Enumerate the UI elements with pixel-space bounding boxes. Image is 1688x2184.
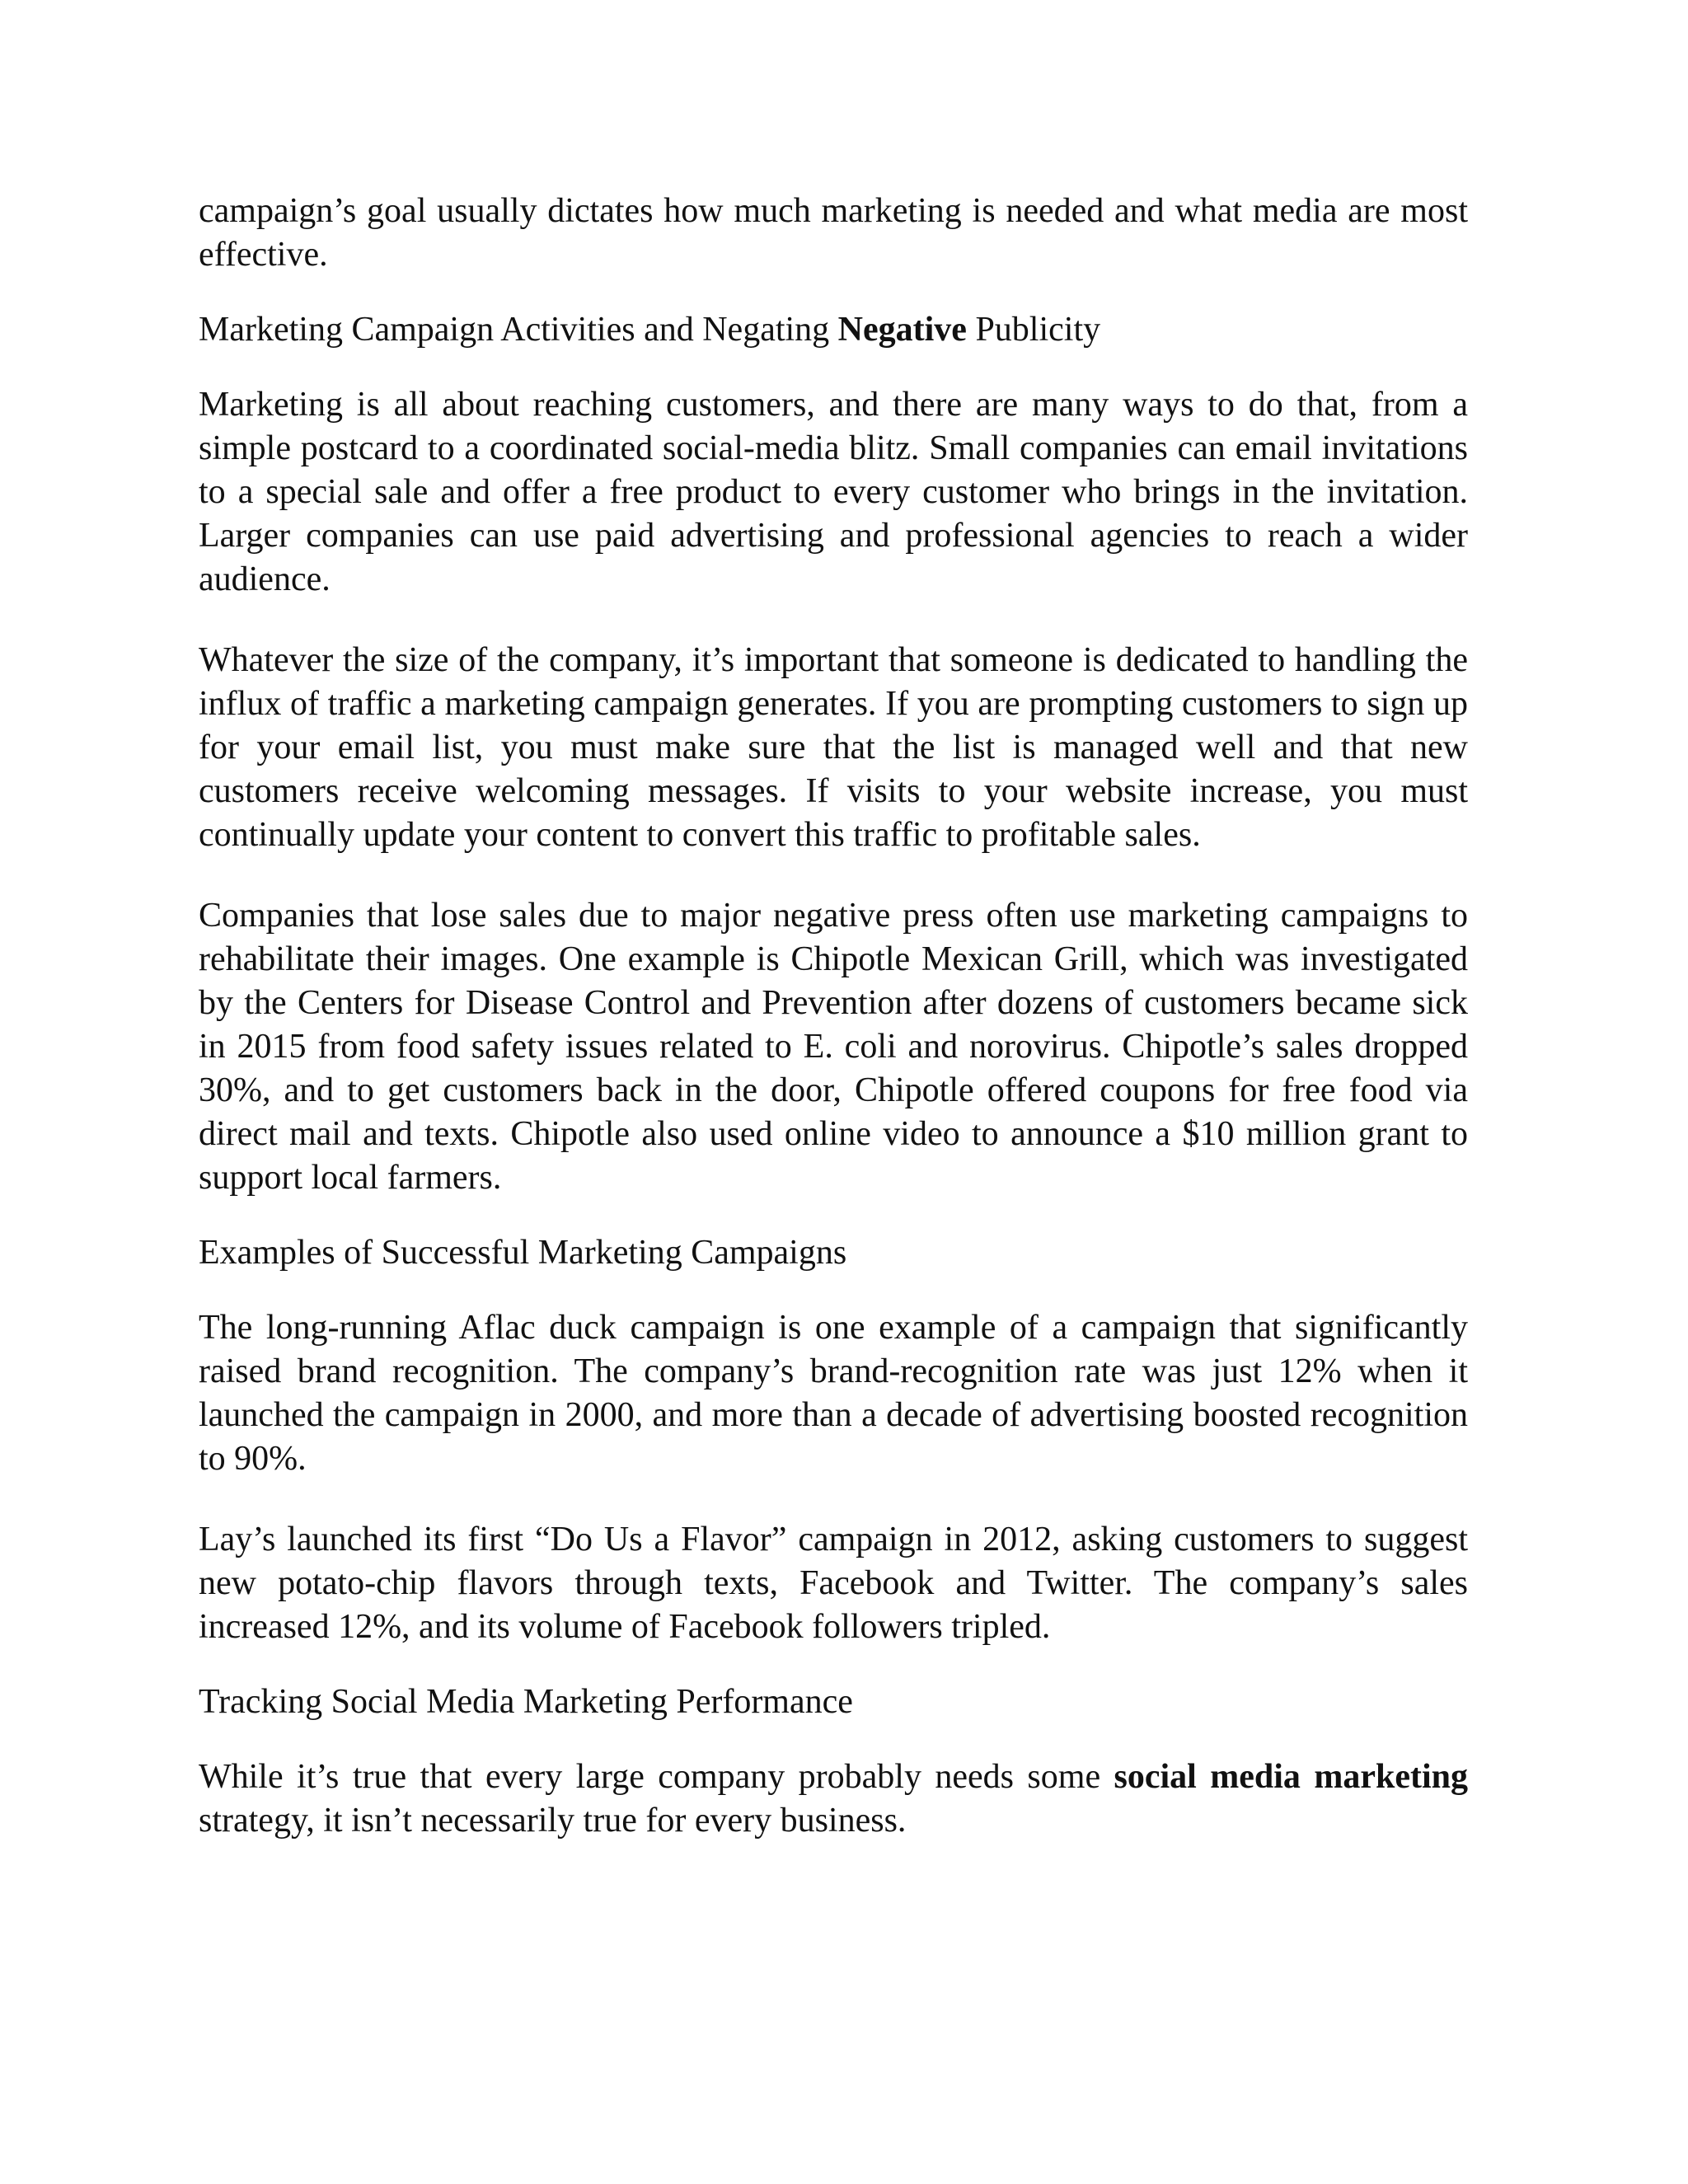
paragraph-text-end: strategy, it isn’t necessarily true for every business.: [199, 1802, 907, 1840]
heading-bold-word: Negative: [837, 311, 967, 349]
section-heading-successful-campaigns: Examples of Successful Marketing Campaigns: [199, 1234, 847, 1272]
section-heading-tracking-performance: Tracking Social Media Marketing Performance: [199, 1683, 853, 1721]
heading-text-start: Marketing Campaign Activities and Negating: [199, 311, 838, 349]
intro-paragraph: campaign’s goal usually dictates how much marketing is needed and what media are most effective.: [199, 192, 1468, 274]
paragraph-chipotle-example: Companies that lose sales due to major negative press often use marketing campaigns to rehabilitate their images. One example is Chipotle Mexican Grill, which was investigated by the Centers for Disease Control and Prevention after dozens of customers became sick in 2015 from food safety issues related to E. coli and norovirus. Chipotle’s sales dropped 30%, and to get customers back in the door, Chipotle offered coupons for free food via direct mail and texts. Chipotle also used online video to announce a $10 million grant to support local farmers.: [199, 897, 1468, 1197]
paragraph-text-start: While it’s true that every large company probably needs some: [199, 1758, 1114, 1796]
paragraph-reaching-customers: Marketing is all about reaching customers, and there are many ways to do that, from a simple postcard to a coordinated social-media blitz. Small companies can email invitations to a special sale and offer a free product to every customer who brings in the invitation. Larger companies can use paid advertising and professional agencies to reach a wider audience.: [199, 386, 1468, 598]
heading-text-end: Publicity: [966, 311, 1101, 349]
paragraph-aflac-example: The long-running Aflac duck campaign is one example of a campaign that significantly raised brand recognition. The company’s brand-recognition rate was just 12% when it launched the campaign in 2000, and more than a decade of advertising boosted recognition to 90%.: [199, 1309, 1468, 1478]
paragraph-social-media-strategy: [199, 1755, 1468, 1843]
paragraph-lays-example: Lay’s launched its first “Do Us a Flavor” campaign in 2012, asking customers to suggest new potato-chip flavors through texts, Facebook and Twitter. The company’s sales increased 12%, and its volume of Facebook followers tripled.: [199, 1521, 1468, 1646]
paragraph-bold-phrase: social media marketing: [1114, 1758, 1468, 1796]
paragraph-handling-traffic: Whatever the size of the company, it’s important that someone is dedicated to handling the influx of traffic a marketing campaign generates. If you are prompting customers to sign up for your email list, you must make sure that the list is managed well and that new customers receive welcoming messages. If visits to your website increase, you must continually update your content to convert this traffic to profitable sales.: [199, 641, 1468, 854]
document-page: [199, 190, 1468, 1843]
section-heading-marketing-activities: [199, 308, 1468, 352]
